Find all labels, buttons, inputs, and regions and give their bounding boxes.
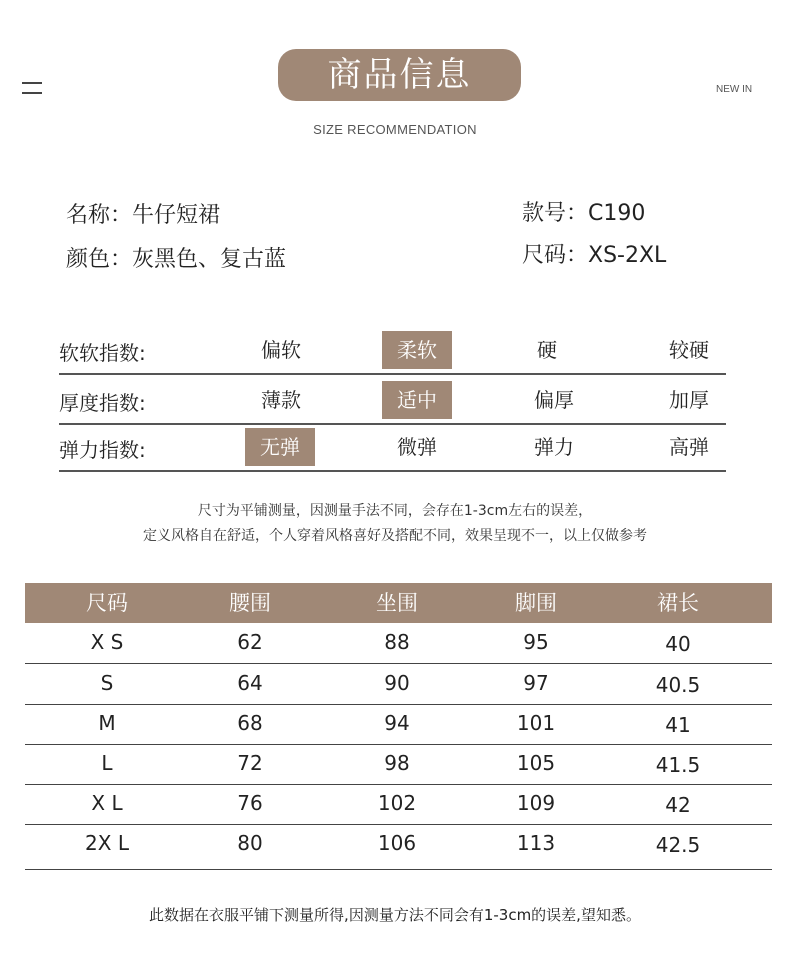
table-row — [25, 824, 772, 870]
table-cell: 80 — [237, 831, 263, 855]
thickness-index-row — [59, 377, 726, 425]
elasticity-index-label: 弹力指数: — [59, 438, 146, 462]
table-cell: 40.5 — [655, 673, 701, 697]
table-cell: 105 — [516, 751, 556, 775]
thickness-option-selected: 适中 — [382, 381, 452, 419]
table-cell: 76 — [237, 791, 263, 815]
table-cell: 102 — [377, 791, 417, 815]
table-row — [25, 623, 772, 664]
table-cell: 97 — [523, 671, 549, 695]
thickness-option: 薄款 — [261, 388, 301, 412]
table-cell: 41 — [665, 713, 691, 737]
table-cell: 101 — [516, 711, 556, 735]
hamburger-icon[interactable] — [22, 82, 42, 94]
page-title: 商品信息 — [278, 49, 521, 101]
thickness-option: 偏厚 — [534, 388, 574, 412]
softness-option: 硬 — [537, 338, 557, 362]
table-cell: 90 — [384, 671, 410, 695]
measurement-note-line2: 定义风格自在舒适，个人穿着风格喜好及搭配不同，效果呈现不一，以上仅做参考 — [143, 528, 647, 544]
table-cell: 88 — [384, 630, 410, 654]
product-size-range: 尺码：XS-2XL — [522, 243, 667, 268]
elasticity-index-row — [59, 424, 726, 472]
thickness-index-label: 厚度指数: — [59, 391, 146, 415]
thickness-option: 加厚 — [669, 388, 709, 412]
table-cell: X L — [91, 791, 123, 815]
softness-index-label: 软软指数: — [59, 341, 146, 365]
table-cell: 98 — [384, 751, 410, 775]
table-cell: X S — [90, 630, 124, 654]
table-cell: 42 — [665, 793, 691, 817]
column-header-hem: 脚围 — [515, 591, 557, 615]
table-cell: 42.5 — [655, 833, 701, 857]
footer-note: 此数据在衣服平铺下测量所得,因测量方法不同会有1-3cm的误差,望知悉。 — [149, 906, 641, 924]
table-cell: M — [98, 711, 116, 735]
table-row — [25, 664, 772, 705]
table-cell: 94 — [384, 711, 410, 735]
table-row — [25, 744, 772, 785]
size-table-header — [25, 583, 772, 623]
table-cell: L — [101, 751, 113, 775]
column-header-waist: 腰围 — [229, 591, 271, 615]
product-color: 颜色：灰黑色、复古蓝 — [66, 247, 287, 272]
elasticity-option: 高弹 — [669, 435, 709, 459]
table-cell: 109 — [516, 791, 556, 815]
elasticity-option: 微弹 — [397, 435, 437, 459]
product-code: 款号：C190 — [522, 201, 646, 226]
table-cell: 113 — [516, 831, 556, 855]
table-cell: 68 — [237, 711, 263, 735]
table-row — [25, 704, 772, 745]
elasticity-option-selected: 无弹 — [245, 428, 315, 466]
product-name: 名称：牛仔短裙 — [66, 203, 221, 228]
table-cell: 72 — [237, 751, 263, 775]
column-header-size: 尺码 — [86, 591, 128, 615]
table-cell: 106 — [377, 831, 417, 855]
column-header-hip: 坐围 — [376, 591, 418, 615]
page-subtitle: SIZE RECOMMENDATION — [313, 122, 477, 137]
table-cell: 62 — [237, 630, 263, 654]
elasticity-option: 弹力 — [534, 435, 574, 459]
table-cell: 41.5 — [655, 753, 701, 777]
new-in-tag: NEW IN — [716, 84, 753, 95]
table-cell: 64 — [237, 671, 263, 695]
column-header-length: 裙长 — [657, 591, 699, 615]
table-cell: 95 — [523, 630, 549, 654]
softness-option: 较硬 — [669, 338, 709, 362]
table-row — [25, 784, 772, 825]
softness-option: 偏软 — [261, 338, 301, 362]
table-cell: 2X L — [85, 831, 129, 855]
measurement-note-line1: 尺寸为平铺测量，因测量手法不同，会存在1-3cm左右的误差， — [197, 503, 593, 519]
table-cell: 40 — [665, 632, 691, 656]
table-cell: S — [100, 671, 114, 695]
softness-index-row — [59, 327, 726, 375]
softness-option-selected: 柔软 — [382, 331, 452, 369]
